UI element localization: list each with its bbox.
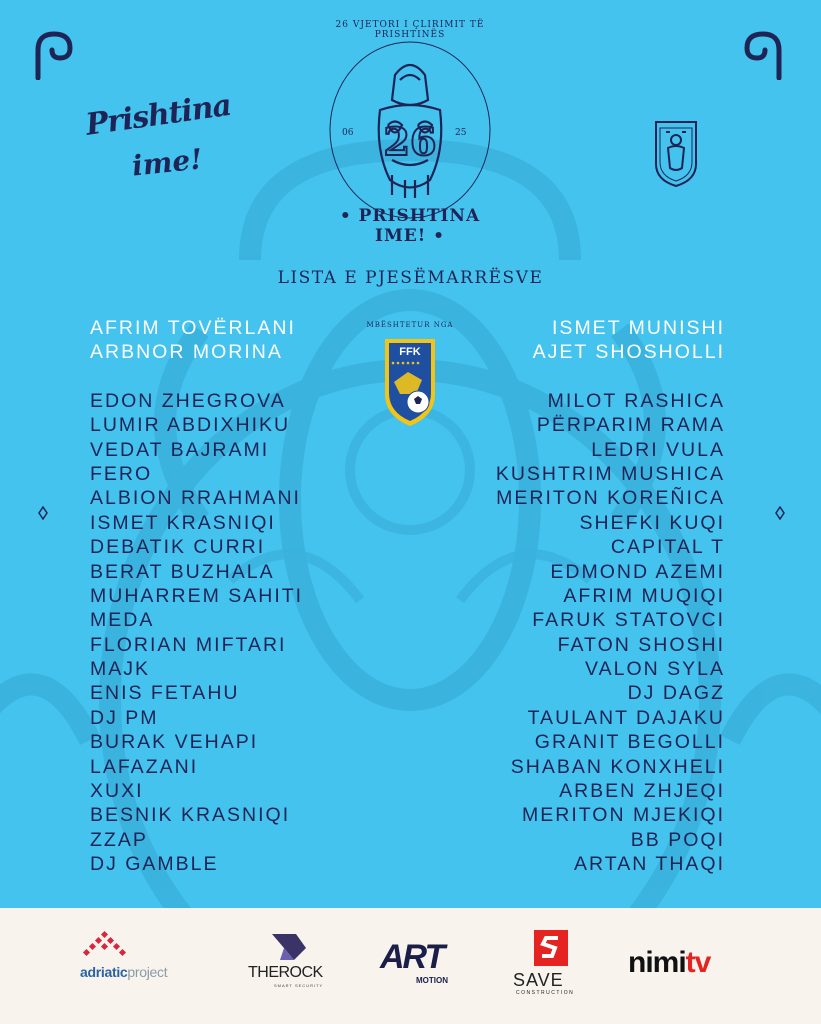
diamond-ornament-icon	[775, 506, 785, 520]
svg-text:26: 26	[383, 119, 437, 164]
art-wordmark: ART	[380, 938, 444, 976]
corner-swirl-right-icon	[739, 28, 787, 80]
host-name: AFRIM TOVËRLANI	[90, 317, 296, 339]
host-name: ISMET MUNISHI	[552, 317, 725, 339]
participant-name: FARUK STATOVCI	[532, 609, 725, 632]
participant-name: DJ DAGZ	[627, 682, 725, 705]
participant-name: FATON SHOSHI	[557, 633, 725, 656]
participant-name: EDON ZHEGROVA	[90, 389, 286, 412]
therock-logo	[244, 930, 339, 1006]
participant-name: TAULANT DAJAKU	[527, 706, 725, 729]
participant-name: ZZAP	[90, 828, 148, 851]
participant-name: PËRPARIM RAMA	[536, 414, 725, 437]
participant-name: DEBATIK CURRI	[90, 536, 266, 559]
participant-name: ENIS FETAHU	[90, 682, 240, 705]
participant-name: ARBEN ZHJEQI	[559, 780, 725, 803]
participant-name: MERITON KOREÑICA	[496, 487, 725, 510]
save-subtitle: CONSTRUCTION	[516, 990, 575, 996]
participant-name: SHEFKI KUQI	[579, 511, 725, 534]
participant-name: ISMET KRASNIQI	[90, 511, 276, 534]
participant-name: FERO	[90, 462, 153, 485]
participant-name: ARTAN THAQI	[574, 853, 725, 876]
participant-name: MILOT RASHICA	[547, 389, 725, 412]
save-s-icon	[534, 930, 568, 966]
nimi-wordmark: nimitv	[628, 946, 711, 979]
corner-swirl-left-icon	[30, 28, 78, 80]
participant-name: DJ PM	[90, 706, 159, 729]
adriatic-diamond-icon	[82, 930, 126, 962]
prishtina-ime-logo	[83, 87, 256, 188]
save-wordmark: SAVE	[513, 970, 564, 990]
list-title: LISTA E PJESËMARRËSVE	[277, 268, 544, 288]
participant-name: EDMOND AZEMI	[550, 560, 725, 583]
adriatic-project-logo	[80, 930, 205, 1006]
host-name: ARBNOR MORINA	[90, 341, 283, 364]
participant-name: LUMIR ABDIXHIKU	[90, 414, 291, 437]
participant-name: DJ GAMBLE	[90, 853, 219, 876]
city-crest-icon	[652, 118, 700, 188]
diamond-ornament-icon	[38, 506, 48, 520]
participant-name: ALBION RRAHMANI	[90, 487, 301, 510]
emblem-figure-icon	[320, 30, 500, 220]
participant-name: MUHARREM SAHITI	[90, 584, 304, 607]
participant-name: VEDAT BAJRAMI	[90, 438, 270, 461]
participant-name: BURAK VEHAPI	[90, 731, 259, 754]
participant-name: FLORIAN MIFTARI	[90, 633, 287, 656]
anniversary-emblem	[320, 20, 500, 255]
script-line-2: ime!	[130, 142, 204, 183]
participant-name: MERITON MJEKIQI	[522, 804, 725, 827]
nimi-tv-logo	[628, 930, 743, 1006]
emblem-bottom-text: • PRISHTINA IME! •	[339, 206, 481, 246]
participant-name: CAPITAL T	[610, 536, 725, 559]
participant-name: GRANIT BEGOLLI	[534, 731, 725, 754]
save-construction-logo	[508, 930, 588, 1006]
participant-name: SHABAN KONXHELI	[510, 755, 725, 778]
art-subtitle: MOTION	[416, 976, 448, 985]
participant-name: BERAT BUZHALA	[90, 560, 275, 583]
script-line-1: Prishtina	[83, 87, 233, 143]
host-name: AJET SHOSHOLLI	[532, 341, 725, 364]
art-motion-logo	[380, 930, 470, 1006]
adriatic-wordmark: adriaticproject	[80, 964, 168, 980]
participant-name: VALON SYLA	[585, 658, 725, 681]
therock-mark-icon	[270, 932, 310, 962]
emblem-year: 25	[455, 128, 467, 138]
therock-subtitle: SMART SECURITY	[274, 983, 324, 988]
right-column	[496, 316, 725, 877]
participant-name: LAFAZANI	[90, 755, 199, 778]
sponsors-footer	[0, 908, 821, 1024]
ffk-label: FFK	[399, 346, 421, 358]
participant-name: BB POQI	[630, 828, 725, 851]
participant-name: XUXI	[90, 780, 144, 803]
therock-wordmark: THEROCK	[248, 964, 323, 981]
supported-by-label: MBËSHTETUR NGA	[366, 321, 454, 329]
emblem-arc-text: 26 VJETORI I ÇLIRIMIT TË PRISHTINËS	[335, 20, 485, 40]
participant-name: MAJK	[90, 658, 151, 681]
participant-name: LEDRI VULA	[591, 438, 725, 461]
participant-name: MEDA	[90, 609, 155, 632]
left-column	[90, 316, 303, 877]
ffk-shield-icon	[382, 336, 438, 428]
participant-name: KUSHTRIM MUSHICA	[495, 462, 725, 485]
participant-name: AFRIM MUQIQI	[563, 584, 725, 607]
participant-name: BESNIK KRASNIQI	[90, 804, 291, 827]
emblem-month: 06	[342, 128, 354, 138]
